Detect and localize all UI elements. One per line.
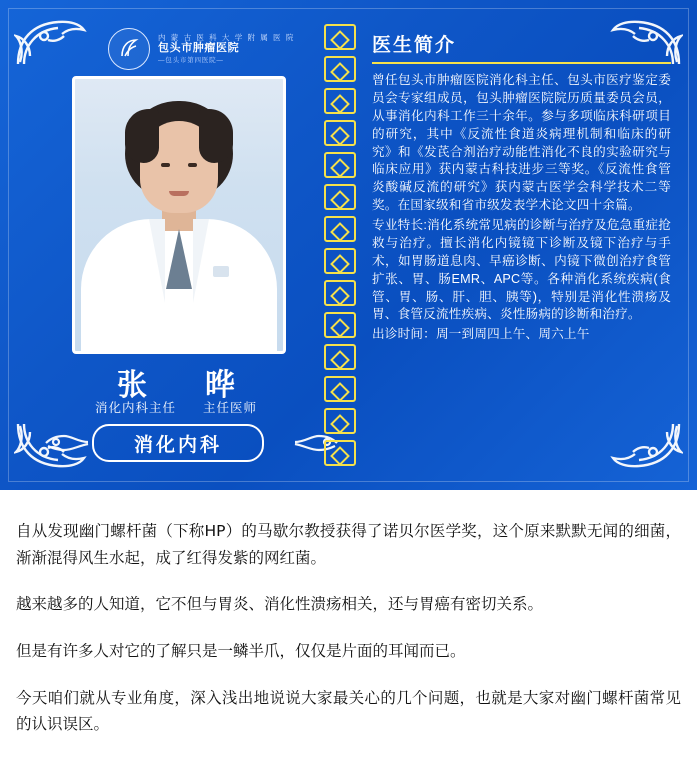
article-paragraph: 自从发现幽门螺杆菌（下称HP）的马歇尔教授获得了诺贝尔医学奖，这个原来默默无闻的细菌，渐渐混得风生水起，成了红得发紫的网红菌。: [16, 522, 681, 567]
doctor-name: 张 晔: [117, 368, 249, 403]
article-paragraph: 越来越多的人知道，它不但与胃炎、消化性溃疡相关，还与胃癌有密切关系。: [16, 595, 544, 614]
doctor-photo: [72, 76, 286, 354]
bio-title-underline: [372, 62, 671, 64]
ornamental-divider: [318, 22, 362, 468]
hospital-name-line1: 内 蒙 古 医 科 大 学 附 属 医 院: [158, 32, 295, 42]
hospital-logo-icon: [108, 28, 150, 70]
article-body: [0, 490, 697, 768]
article-paragraph: 但是有许多人对它的了解只是一鳞半爪，仅仅是片面的耳闻而已。: [16, 641, 466, 660]
bio-panel-body: [372, 72, 671, 344]
doctor-portrait-illustration: [75, 79, 283, 351]
department-badge: 消化内科: [92, 424, 264, 462]
bio-paragraph: 专业特长:消化系统常见病的诊断与治疗及危急重症抢救与治疗。擅长消化内镜镜下诊断及镜下治疗与手术，如胃肠道息肉、早癌诊断、内镜下微创治疗食管扩张、胃、肠EMR、APC等。各种消化系统疾病(食管、胃、肠、肝、胆、胰等)，特别是消化性溃疡及胃、食管反流性疾病、炎性肠病的诊断和治疗。: [372, 218, 671, 322]
corner-flourish-icon: [14, 16, 88, 68]
hospital-name-line3: —包头市第四医院—: [158, 57, 224, 64]
doctor-bio-panel: [372, 30, 671, 464]
bio-panel-title: 医生简介: [372, 34, 457, 56]
hospital-name-line2: 包头市肿瘤医院: [158, 42, 240, 55]
hospital-logo-block: [108, 28, 295, 70]
badge-wing-icon: [44, 430, 90, 454]
bio-paragraph: 曾任包头市肿瘤医院消化科主任、包头市医疗鉴定委员会专家组成员，包头肿瘤医院院历质量委员会员，从事消化内科工作三十余年。参与多项临床科研项目的研究，其中《反流性食道炎病理机制和临床的研究》和《发芪合剂治疗动能性消化不良的实验研究与临床应用》获内蒙古科技进步三等奖。《反流性食管炎酸碱反流的研究》获内蒙古医学会科学技术二等奖。在国家级和省市级发表学术论文四十余篇。: [372, 73, 671, 213]
doctor-titles: 消化内科主任 主任医师: [94, 401, 257, 415]
bio-paragraph: 出诊时间：周一到周四上午、周六上午: [372, 327, 590, 342]
article-paragraph: 今天咱们就从专业角度，深入浅出地说说大家最关心的几个问题，也就是大家对幽门螺杆菌常见的认识误区。: [16, 688, 681, 734]
